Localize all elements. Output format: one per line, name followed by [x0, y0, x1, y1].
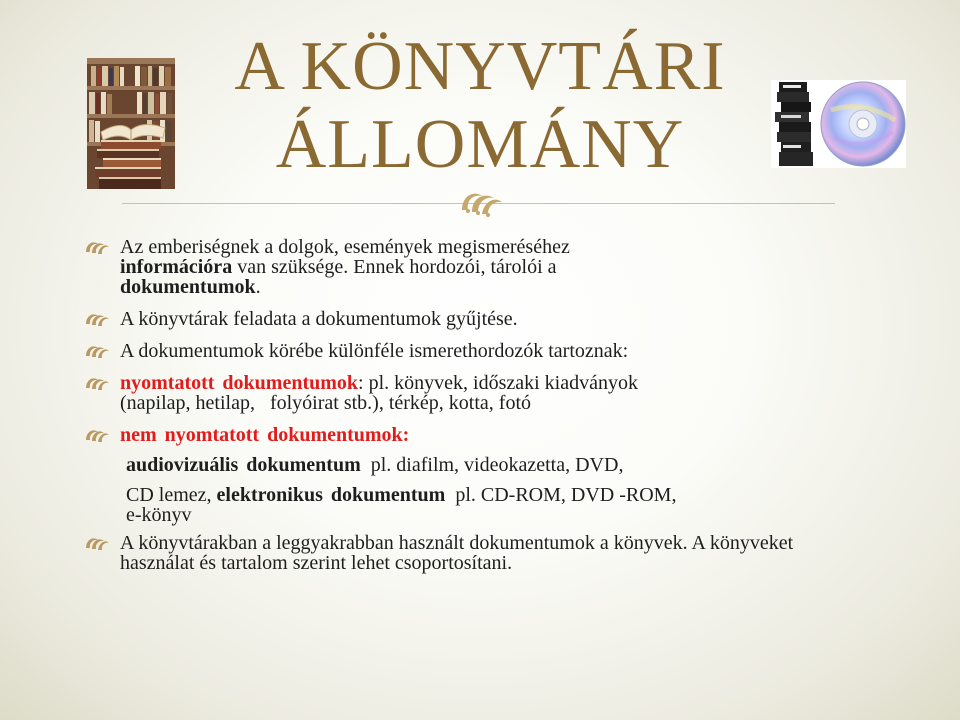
bullet-ornament-icon: [84, 238, 110, 256]
sub-text: pl. diafilm, videokazetta, DVD,: [360, 454, 624, 476]
divider-ornament-icon: [452, 184, 508, 220]
videotapes-cd-image: [771, 80, 906, 168]
item-text: Az emberiségnek a dolgok, események megismeréséhez: [120, 236, 570, 258]
item-text: : pl. könyvek, időszaki kiadványok: [358, 372, 638, 394]
bullet-ornament-icon: [84, 426, 110, 444]
item-text: .: [255, 276, 261, 298]
item-highlight: nyomtatott dokumentumok: [120, 372, 359, 394]
list-item: [84, 533, 884, 573]
list-item: [84, 237, 884, 297]
sub-line-audiovisual: [84, 455, 884, 475]
bullet-ornament-icon: [84, 310, 110, 328]
item-highlight: nem nyomtatott dokumentumok:: [120, 424, 410, 446]
item-text: van szüksége. Ennek hordozói, tárolói a: [232, 256, 557, 278]
sub-bold: audiovizuális dokumentum: [126, 454, 361, 476]
list-item: [84, 309, 884, 329]
item-text: (napilap, hetilap, folyóirat stb.), térkép, kotta, fotó: [120, 392, 531, 414]
content-list: [84, 237, 884, 585]
slide-title: [180, 28, 780, 184]
title-line-1: A KÖNYVTÁRI: [234, 28, 726, 105]
item-text: A dokumentumok körébe különféle ismerethordozók tartoznak:: [120, 340, 629, 362]
list-item: [84, 373, 884, 413]
list-item: [84, 425, 884, 445]
item-text: A könyvtárakban a leggyakrabban használt dokumentumok a könyvek. A könyveket használat és tartalom szerint lehet csoportosítani.: [120, 532, 794, 574]
list-item: [84, 341, 884, 361]
bullet-ornament-icon: [84, 534, 110, 552]
sub-text: CD lemez,: [126, 484, 217, 506]
item-bold: dokumentumok: [120, 276, 256, 298]
bullet-ornament-icon: [84, 374, 110, 392]
item-bold: információra: [120, 256, 233, 278]
sub-bold: elektronikus dokumentum: [216, 484, 446, 506]
bullet-ornament-icon: [84, 342, 110, 360]
sub-text: pl. CD-ROM, DVD -ROM,: [445, 484, 677, 506]
item-text: A könyvtárak feladata a dokumentumok gyűjtése.: [120, 308, 518, 330]
sub-line-electronic: [84, 485, 884, 525]
sub-text: e-könyv: [126, 504, 192, 526]
library-books-image: [87, 58, 175, 189]
title-line-2: ÁLLOMÁNY: [275, 106, 685, 183]
